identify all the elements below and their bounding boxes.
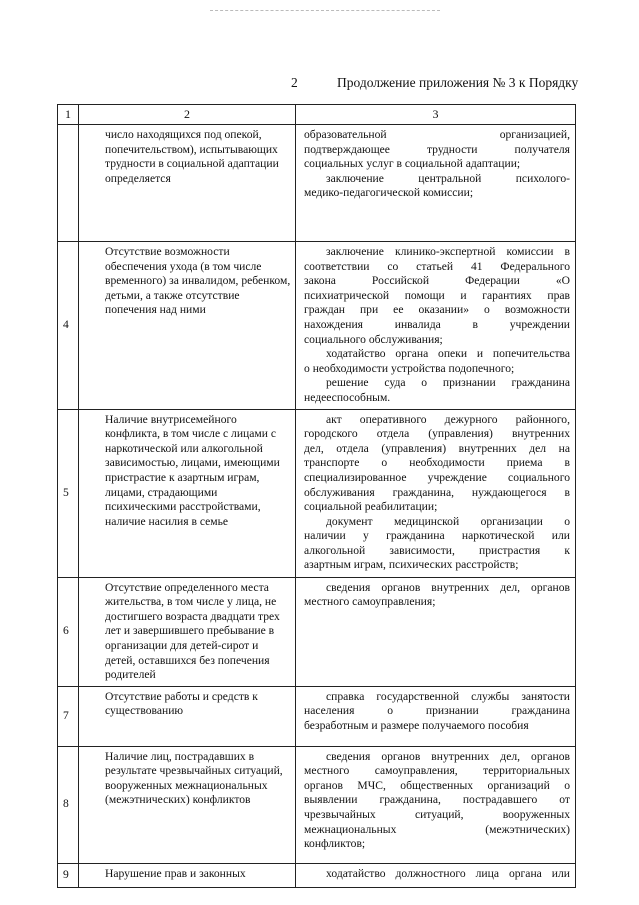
condition-cell <box>79 125 296 242</box>
condition-line: попечения над ними <box>105 303 206 317</box>
table-row <box>58 686 576 746</box>
page-number: 2 <box>291 75 298 90</box>
document-line: конфликтов; <box>304 837 366 851</box>
condition-line: психическими расстройствами, <box>105 500 261 514</box>
documents-cell <box>296 863 576 887</box>
document-line: справка государственной службы занятости <box>326 689 570 703</box>
condition-line: Отсутствие определенного места <box>105 580 269 594</box>
table-row <box>58 577 576 686</box>
document-line: решение суда о признании гражданина <box>326 376 570 390</box>
document-line: местного самоуправления; <box>304 595 436 609</box>
document-line: социального обслуживания; <box>304 332 443 346</box>
document-line: акт оперативного дежурного районного, <box>326 412 570 426</box>
document-line: социальной реабилитации; <box>304 500 438 514</box>
document-line: местного самоуправления, территориальных <box>304 764 570 778</box>
condition-cell <box>79 409 296 577</box>
document-line: подтверждающее трудности получателя <box>304 142 570 156</box>
condition-line: Наличие внутрисемейного <box>105 412 237 426</box>
table-row <box>58 125 576 242</box>
document-line: нахождения инвалида в учреждении <box>304 317 570 331</box>
documents-cell <box>296 409 576 577</box>
table-row <box>58 242 576 410</box>
condition-cell <box>79 577 296 686</box>
document-line: обслуживания гражданина, нуждающегося в <box>304 485 570 499</box>
document-line: безработным и размере получаемого пособия <box>304 718 529 732</box>
table-row <box>58 409 576 577</box>
document-line: городского отдела (управления) внутренних <box>304 427 570 441</box>
condition-line: лет и завершившего пребывание в <box>105 624 275 638</box>
document-line: алкогольной зависимости, пристрастия к <box>304 543 570 557</box>
document-line: населения о признании гражданина <box>304 704 570 718</box>
condition-line: Нарушение прав и законных <box>105 866 246 880</box>
condition-line: (межэтнических) конфликтов <box>105 793 251 807</box>
column-header-3: 3 <box>296 105 576 125</box>
document-line: граждан при ее оказании» о возможности <box>304 303 570 317</box>
document-line: заключение клинико-экспертной комиссии в <box>326 245 570 258</box>
row-number <box>58 125 79 242</box>
condition-line: Отсутствие работы и средств к <box>105 689 258 703</box>
table-row <box>58 863 576 887</box>
document-line: наличии у гражданина наркотической или <box>304 529 570 543</box>
condition-line: наркотической или алкогольной <box>105 441 263 455</box>
document-line: дел, отдела (управления) внутренних дел на <box>304 441 570 455</box>
document-line: азартным играм, психических расстройств; <box>304 558 519 572</box>
condition-cell <box>79 863 296 887</box>
condition-cell <box>79 242 296 410</box>
documents-cell <box>296 125 576 242</box>
appendix-continuation-title: Продолжение приложения № 3 к Порядку <box>337 75 579 90</box>
column-header-2: 2 <box>79 105 296 125</box>
document-line: социальных услуг в социальной адаптации; <box>304 157 521 171</box>
row-number: 5 <box>58 409 79 577</box>
row-number: 6 <box>58 577 79 686</box>
condition-line: Наличие лиц, пострадавших в <box>105 749 255 763</box>
row-number: 8 <box>58 746 79 863</box>
condition-line: лицами, страдающими <box>105 485 218 499</box>
condition-line: попечительством), испытывающих <box>105 142 278 156</box>
document-line: заключение центральной психолого- <box>326 171 570 185</box>
condition-line: вооруженных межнациональных <box>105 778 268 792</box>
condition-line: обеспечения ухода (в том числе <box>105 259 262 273</box>
condition-line: детьми, а также отсутствие <box>105 288 240 302</box>
condition-line: наличие насилия в семье <box>105 514 229 528</box>
document-line: специализированное учреждение социального <box>304 470 570 484</box>
document-line: о необходимости устройства подопечного; <box>304 361 515 375</box>
condition-cell <box>79 746 296 863</box>
document-line: медико-педагогической комиссии; <box>304 186 474 200</box>
criteria-table <box>57 104 576 888</box>
documents-cell <box>296 242 576 410</box>
document-line: ходатайство должностного лица органа или <box>326 866 570 880</box>
condition-line: детей, оставшихся без попечения <box>105 653 270 667</box>
document-line: образовательной организацией, <box>304 128 570 141</box>
document-line: сведения органов внутренних дел, органов <box>326 749 570 763</box>
condition-line: организации для детей-сирот и <box>105 638 259 652</box>
row-number: 9 <box>58 863 79 887</box>
condition-line: достигшего возраста двадцати трех <box>105 609 280 623</box>
row-number: 7 <box>58 686 79 746</box>
condition-line: временного) за инвалидом, ребенком, <box>105 274 291 288</box>
document-line: психиатрической помощи и гарантиях прав <box>304 288 570 302</box>
condition-line: родителей <box>105 668 156 682</box>
document-line: ходатайство органа опеки и попечительства <box>326 347 570 361</box>
document-line: недееспособным. <box>304 390 391 404</box>
condition-line: конфликта, в том числе с лицами с <box>105 427 276 441</box>
condition-line: пристрастие к азартным играм, <box>105 470 260 484</box>
document-line: закона Российской Федерации «О <box>304 274 570 288</box>
documents-cell <box>296 577 576 686</box>
document-line: межнациональных (межэтнических) <box>304 822 570 836</box>
document-line: органов МЧС, общественных организаций о <box>304 778 570 792</box>
table-row <box>58 746 576 863</box>
documents-cell <box>296 686 576 746</box>
scan-artifact-line <box>210 10 440 12</box>
document-line: чрезвычайных ситуаций, вооруженных <box>304 808 570 822</box>
document-line: транспорте о необходимости приема в <box>304 456 570 470</box>
condition-line: определяется <box>105 171 171 185</box>
document-line: сведения органов внутренних дел, органов <box>326 580 570 594</box>
condition-line: зависимостью, лицами, имеющими <box>105 456 280 470</box>
document-line: соответствии со статьей 41 Федерального <box>304 259 570 273</box>
document-line: документ медицинской организации о <box>326 514 570 528</box>
table-header-row <box>58 105 576 125</box>
documents-cell <box>296 746 576 863</box>
condition-line: жительства, в том числе у лица, не <box>105 595 277 609</box>
row-number: 4 <box>58 242 79 410</box>
column-header-1: 1 <box>58 105 79 125</box>
document-line: выявлении гражданина, пострадавшего от <box>304 793 570 807</box>
condition-line: число находящихся под опекой, <box>105 128 262 141</box>
condition-line: трудности в социальной адаптации <box>105 157 279 171</box>
condition-line: существованию <box>105 704 184 718</box>
condition-cell <box>79 686 296 746</box>
condition-line: Отсутствие возможности <box>105 245 230 258</box>
condition-line: результате чрезвычайных ситуаций, <box>105 764 283 778</box>
